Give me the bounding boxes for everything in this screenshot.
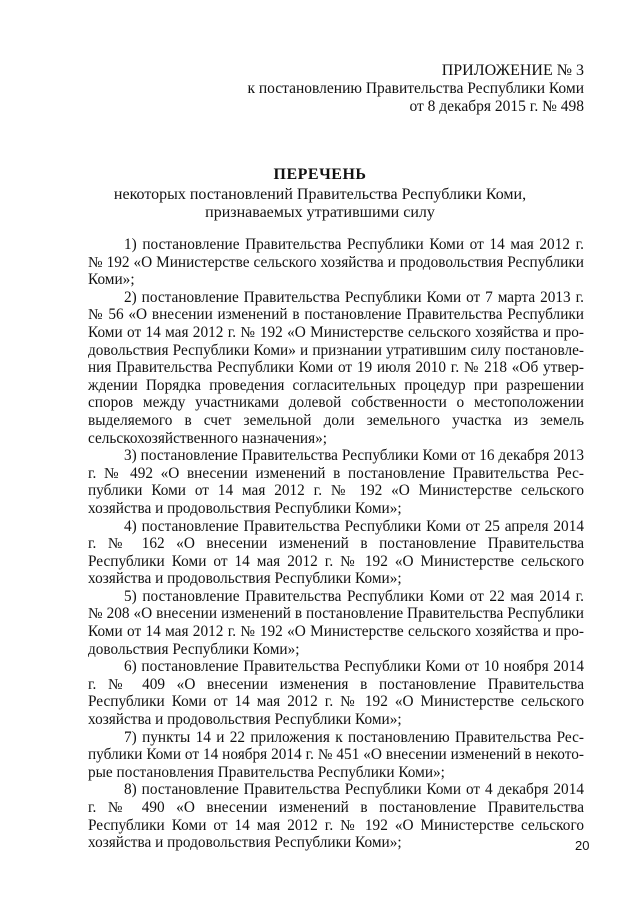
title-subtitle-line-1: некоторых постановлений Правительства Республики Коми, xyxy=(113,186,527,203)
appendix-date: от 8 декабря 2015 г. № 498 xyxy=(409,98,584,115)
list-item: 7) пункты 14 и 22 приложения к постановлению Правительства Республики Коми от 14 ноября 2014 г. № 451 «О внесении изменений в некоторые постановления Правительства Республики Коми»; xyxy=(88,728,584,781)
list-item: 3) постановление Правительства Республики Коми от 16 декабря 2013 г. № 492 «О внесении изменений в постановление Правительства Республики Коми от 14 мая 2012 г. № 192 «О Министерстве сельского хозяйства и продовольствия Республики Коми»; xyxy=(88,447,584,517)
list-item: 8) постановление Правительства Республики Коми от 4 декабря 2014 г. № 490 «О внесении изменений в постановление Правительства Республики Коми от 14 мая 2012 г. № 192 «О Министерстве сельского хозяйства и продовольствия Республики Коми»; xyxy=(88,781,584,852)
list-item: 5) постановление Правительства Республики Коми от 22 мая 2014 г. № 208 «О внесении изменений в постановление Правительства Республики Коми от 14 мая 2012 г. № 192 «О Министерстве сельского хозяйства и продовольствия Республики Коми»; xyxy=(88,587,584,658)
appendix-header xyxy=(247,62,584,116)
document-body xyxy=(88,236,584,852)
page-number: 20 xyxy=(575,838,590,853)
appendix-reference: к постановлению Правительства Республики Коми xyxy=(247,80,584,97)
list-item: 4) постановление Правительства Республики Коми от 25 апреля 2014 г. № 162 «О внесении изменений в постановление Правительства Республики Коми от 14 мая 2012 г. № 192 «О Министерстве сельского хозяйства и продовольствия Республики Коми»; xyxy=(88,517,584,588)
list-item: 6) постановление Правительства Республики Коми от 10 ноября 2014 г. № 409 «О внесении изменения в постановление Правительства Республики Коми от 14 мая 2012 г. № 192 «О Министерстве сельского хозяйства и продовольствия Республики Коми»; xyxy=(88,658,584,729)
appendix-number: ПРИЛОЖЕНИЕ № 3 xyxy=(441,62,584,79)
list-item: 2) постановление Правительства Республики Коми от 7 марта 2013 г. № 56 «О внесении изменений в постановление Правительства Республики Коми от 14 мая 2012 г. № 192 «О Министерстве сельского хозяйства и продовольствия Республики Коми» и признании утратившим силу постановления Правительства Республики Коми от 19 июля 2010 г. № 218 «Об утверждении Порядка проведения согласительных процедур при разрешении споров между участниками долевой собственности о местоположении выделяемого в счет земельной доли земельного участка из земель сельскохозяйственного назначения»; xyxy=(88,288,584,447)
list-item: 1) постановление Правительства Республики Коми от 14 мая 2012 г. № 192 «О Министерстве сельского хозяйства и продовольствия Республики Коми»; xyxy=(88,236,584,289)
title-heading: ПЕРЕЧЕНЬ xyxy=(273,166,367,183)
title-subtitle-line-2: признаваемых утратившими силу xyxy=(205,204,435,221)
document-title xyxy=(0,166,640,222)
